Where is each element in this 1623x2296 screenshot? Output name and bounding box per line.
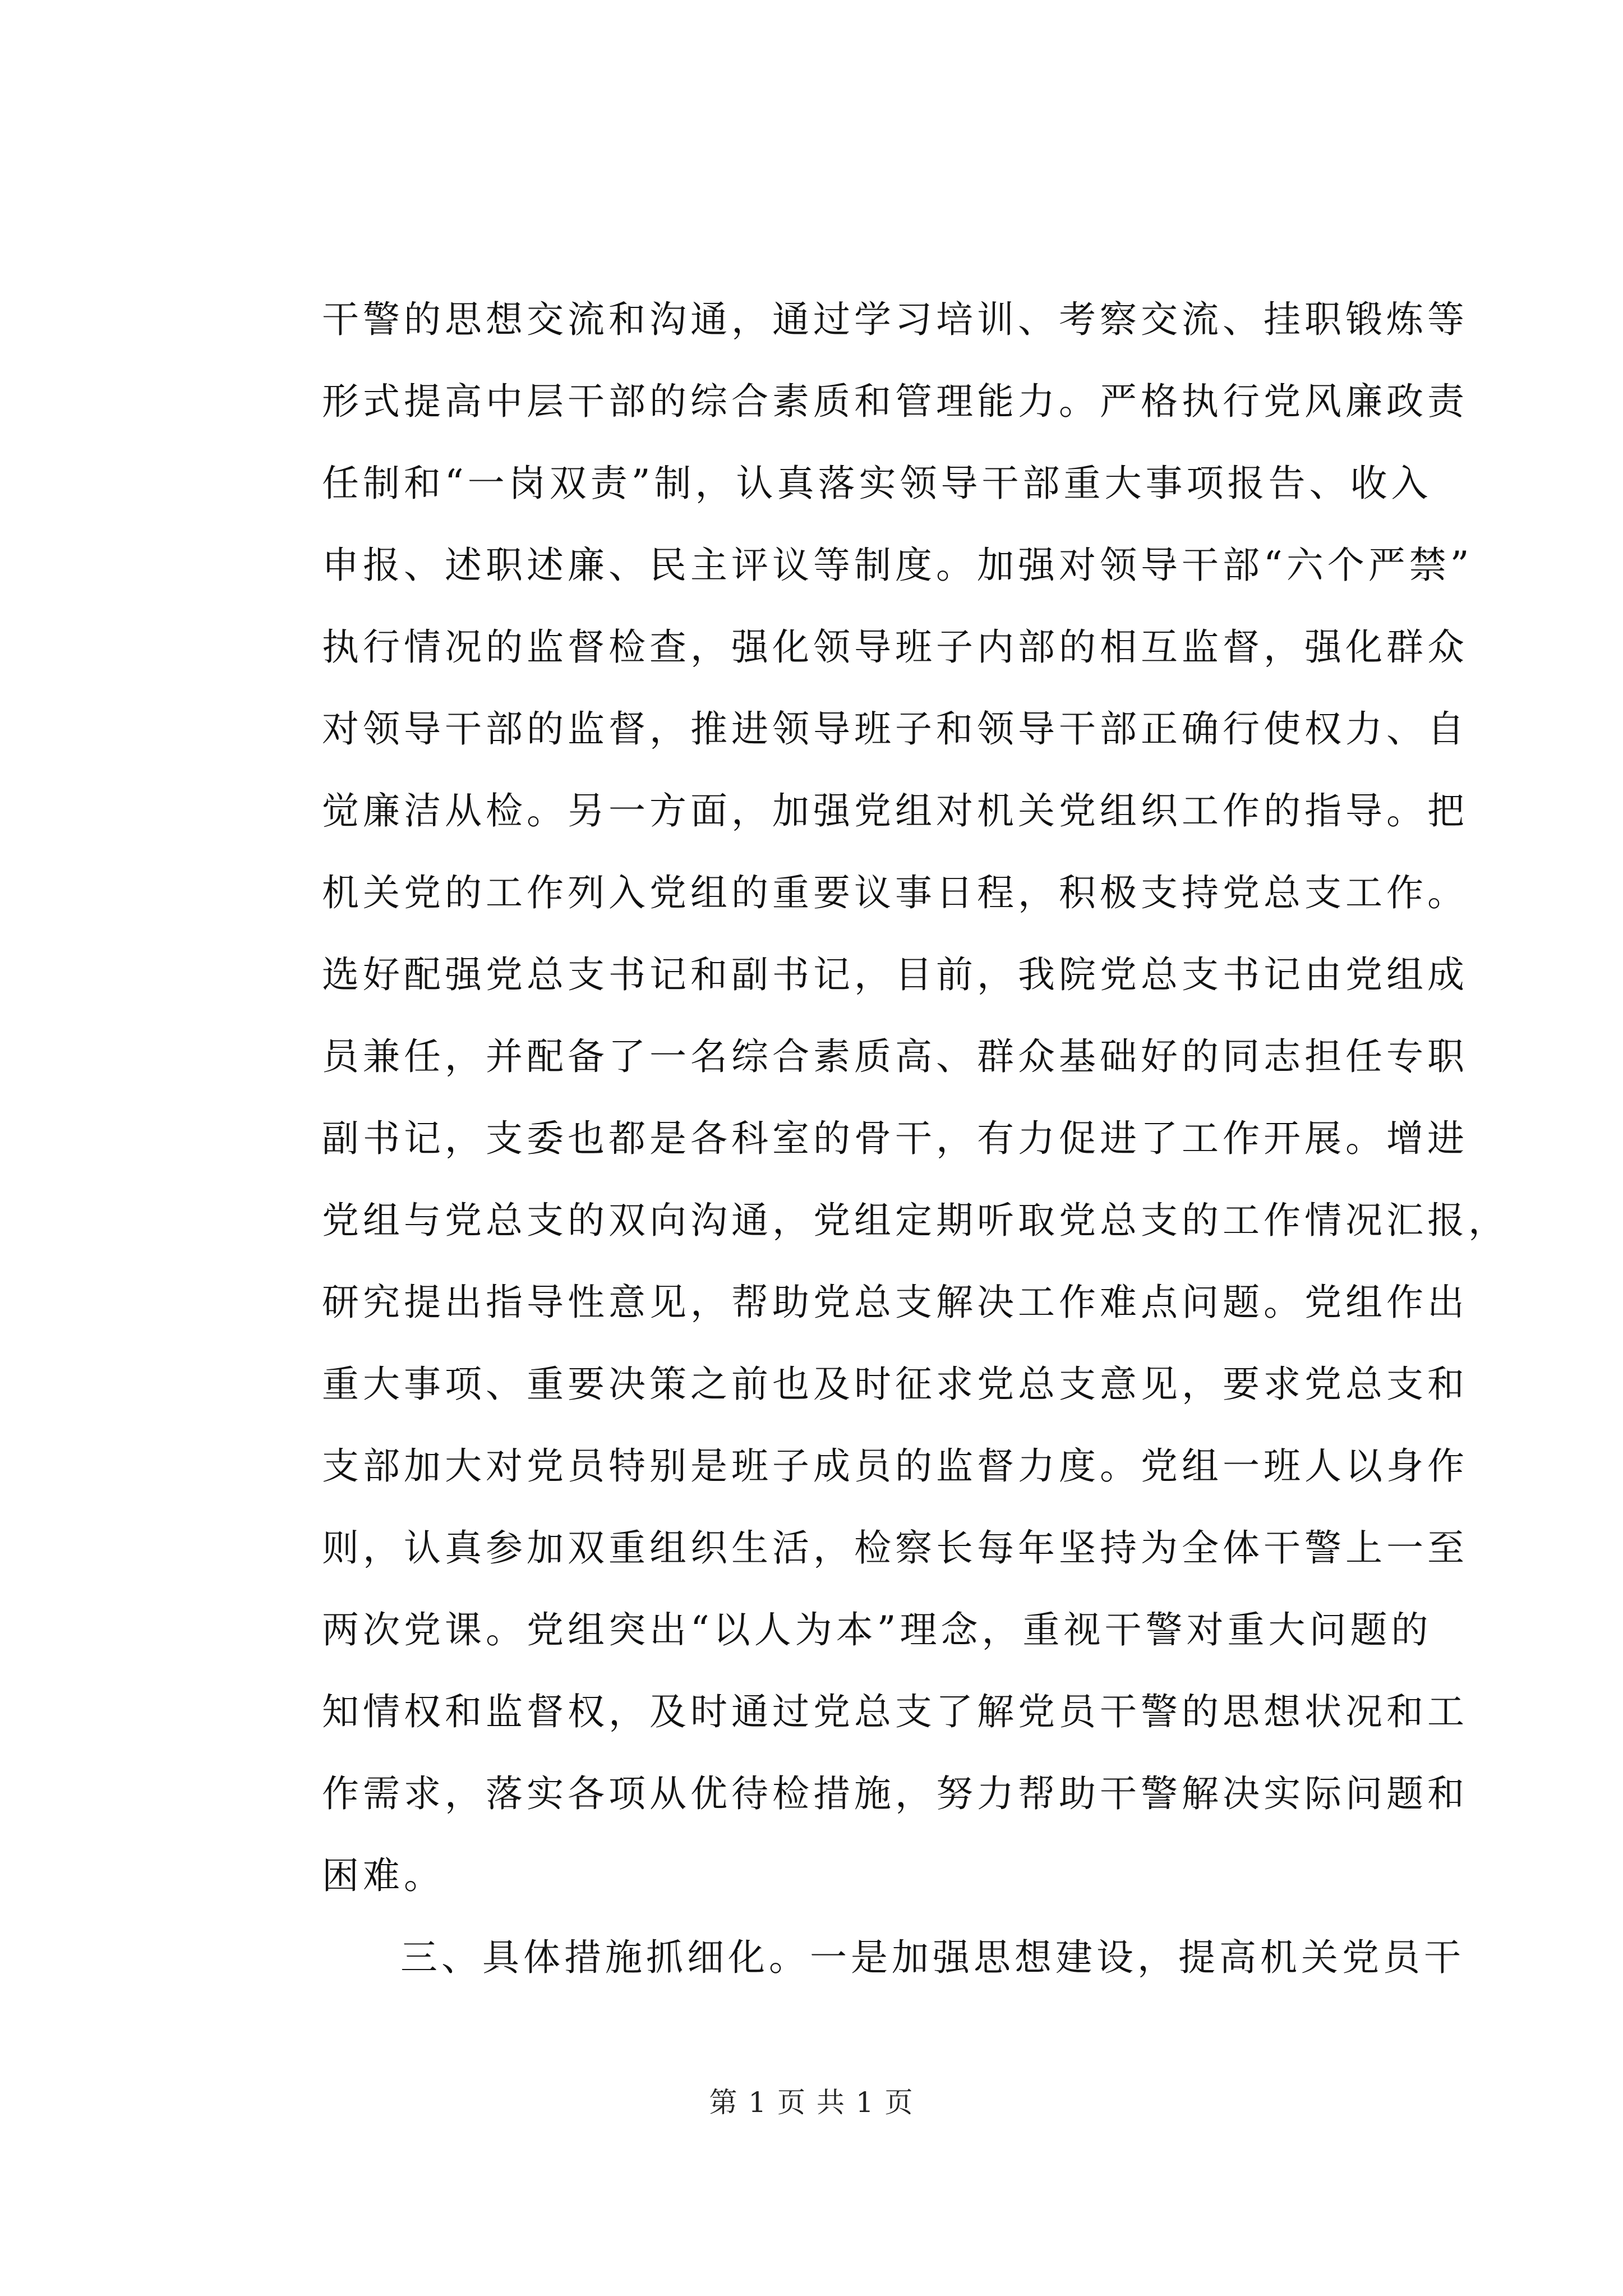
text-line: 觉廉洁从检。另一方面，加强党组对机关党组织工作的指导。把 [322, 789, 1468, 832]
text-line: 两次党课。党组突出“以人为本”理念，重视干警对重大问题的 [322, 1608, 1432, 1651]
text-line: 员兼任，并配备了一名综合素质高、群众基础好的同志担任专职 [322, 1035, 1468, 1078]
text-line: 任制和“一岗双责”制，认真落实领导干部重大事项报告、收入 [322, 462, 1432, 505]
text-line: 执行情况的监督检查，强化领导班子内部的相互监督，强化群众 [322, 625, 1468, 669]
page-footer: 第 1 页 共 1 页 [709, 2086, 914, 2119]
text-line: 研究提出指导性意见，帮助党总支解决工作难点问题。党组作出 [322, 1281, 1468, 1324]
text-line: 则，认真参加双重组织生活，检察长每年坚持为全体干警上一至 [322, 1526, 1468, 1570]
text-line: 知情权和监督权，及时通过党总支了解党员干警的思想状况和工 [322, 1690, 1468, 1733]
text-line: 副书记，支委也都是各科室的骨干，有力促进了工作开展。增进 [322, 1117, 1468, 1160]
text-line: 困难。 [322, 1854, 445, 1897]
body-text [322, 298, 1509, 2021]
text-line: 重大事项、重要决策之前也及时征求党总支意见，要求党总支和 [322, 1363, 1468, 1406]
text-line: 党组与党总支的双向沟通，党组定期听取党总支的工作情况汇报， [322, 1199, 1509, 1242]
text-line: 支部加大对党员特别是班子成员的监督力度。党组一班人以身作 [322, 1444, 1468, 1488]
text-line: 申报、述职述廉、民主评议等制度。加强对领导干部“六个严禁” [322, 544, 1473, 587]
text-line: 机关党的工作列入党组的重要议事日程，积极支持党总支工作。 [322, 871, 1468, 914]
text-line: 形式提高中层干部的综合素质和管理能力。严格执行党风廉政责 [322, 380, 1468, 423]
text-line: 干警的思想交流和沟通，通过学习培训、考察交流、挂职锻炼等 [322, 298, 1468, 341]
text-line: 选好配强党总支书记和副书记，目前，我院党总支书记由党组成 [322, 953, 1468, 996]
text-line: 对领导干部的监督，推进领导班子和领导干部正确行使权力、自 [322, 707, 1468, 751]
text-line: 三、具体措施抓细化。一是加强思想建设，提高机关党员干 [400, 1936, 1465, 1979]
text-line: 作需求，落实各项从优待检措施，努力帮助干警解决实际问题和 [322, 1772, 1468, 1815]
